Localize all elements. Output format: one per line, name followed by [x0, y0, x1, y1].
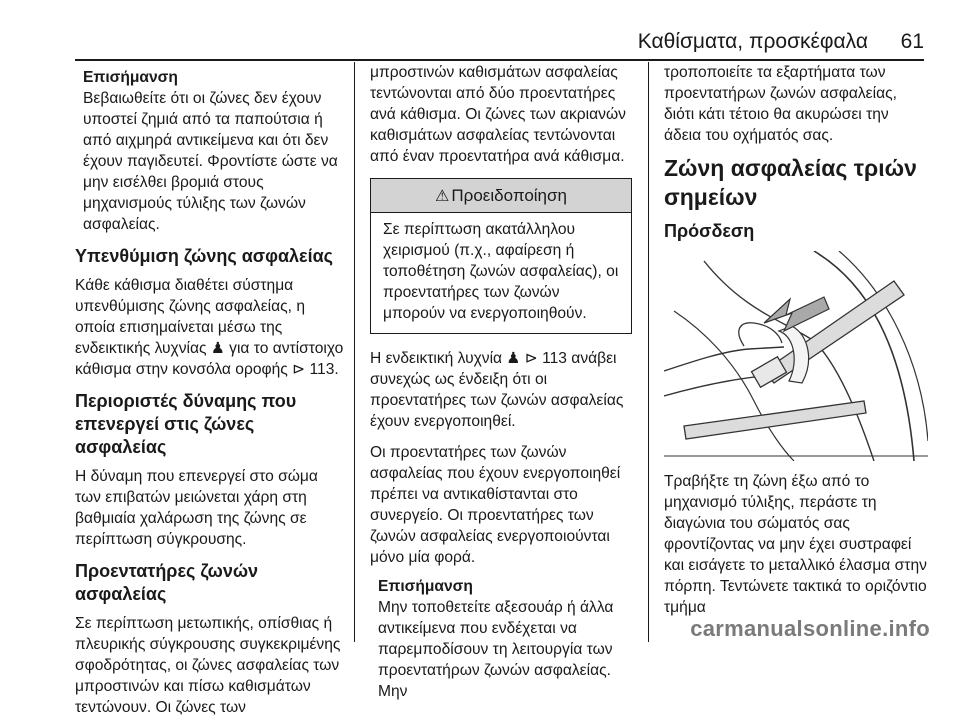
warning-body: Σε περίπτωση ακατάλληλου χειρισμού (π.χ., αφαίρεση ή τοποθέτηση ζωνών ασφαλείας), οι προεντατήρες των ζωνών μπορούν να ενεργοποιηθούν.: [383, 221, 619, 322]
warning-header: [371, 179, 631, 213]
note-box: [75, 67, 345, 235]
note-continued-text: τροποποιείτε τα εξαρτήματα των προεντατήρων ζωνών ασφαλείας, διότι κάτι τέτοιο θα ακυρώσει την άδεια του οχήματός σας.: [664, 64, 897, 144]
column-left: [75, 62, 345, 716]
fastening-instructions-text: Τραβήξτε τη ζώνη έξω από το μηχανισμό τύλιξης, περάστε τη διαγώνια του σώματός σας φροντίζοντας να μην έχει συστραφεί και εισάγετε το μεταλλικό έλασμα στην πόρπη. Τεντώνετε τακτικά το οριζόντιο τμήμα: [664, 473, 927, 616]
column-divider-2: [648, 62, 649, 642]
heading-three-point-belt: Ζώνη ασφαλείας τριών σημείων: [664, 155, 917, 210]
heading-fastening: Πρόσδεση: [664, 221, 755, 241]
note-box-2: [370, 576, 632, 702]
column-middle: [370, 62, 632, 700]
heading-force-limiters: Περιοριστές δύναμης που επενεργεί στις ζώνες ασφαλείας: [75, 391, 297, 457]
indicator-text: Η ενδεικτική λυχνία ♟ ⊳ 113 ανάβει συνεχώς ως ένδειξη ότι οι προεντατήρες των ζωνών ασφαλείας έχουν ενεργοποιηθεί.: [370, 350, 624, 430]
warning-title: Προειδοποίηση: [451, 186, 567, 205]
pretensioners-continued-text: μπροστινών καθισμάτων ασφαλείας τεντώνονται από δύο προεντατήρες ανά κάθισμα. Οι ζώνες των ακριανών καθισμάτων ασφαλείας τεντώνονται από έναν προεντατήρα ανά κάθισμα.: [370, 64, 626, 165]
column-divider-1: [354, 62, 355, 642]
pretensioners-text: Σε περίπτωση μετωπικής, οπίσθιας ή πλευρικής σύγκρουσης συγκεκριμένης σφοδρότητας, οι ζώνες ασφαλείας των μπροστινών και πίσω καθισμάτων τεντώνουν. Οι ζώνες των: [75, 615, 341, 716]
seatbelt-fastening-illustration: [664, 251, 928, 461]
force-limiters-text: Η δύναμη που επενεργεί στο σώμα των επιβατών μειώνεται χάρη στη βαθμιαία χαλάρωση της ζώνης σε περίπτωση σύγκρουσης.: [75, 468, 318, 548]
warning-box: [370, 178, 632, 334]
note-text: Βεβαιωθείτε ότι οι ζώνες δεν έχουν υποστεί ζημιά από τα παπούτσια ή από αιχμηρά αντικείμενα και ότι δεν έχουν παγιδευτεί. Φροντίστε ώστε να μην εισέλθει βρομιά στους μηχανισμούς τύλιξης των ζωνών ασφαλείας.: [83, 90, 338, 233]
replacement-text: Οι προεντατήρες των ζωνών ασφαλείας που έχουν ενεργοποιηθεί πρέπει να αντικαθίστανται στο συνεργείο. Οι προεντατήρες των ζωνών ασφαλείας ενεργοποιούνται μόνο μία φορά.: [370, 444, 621, 566]
page-header: [0, 0, 960, 58]
warning-triangle-icon: ⚠: [435, 188, 450, 205]
heading-seatbelt-reminder: Υπενθύμιση ζώνης ασφαλείας: [75, 246, 334, 266]
column-right: [664, 62, 928, 642]
note-text-2: Μην τοποθετείτε αξεσουάρ ή άλλα αντικείμενα που ενδέχεται να παρεμποδίσουν τη λειτουργία των προεντατήρων ζωνών ασφαλείας. Μην: [378, 599, 614, 700]
page-title: Καθίσματα, προσκέφαλα: [637, 30, 868, 53]
watermark: carmanualsonline.info: [690, 616, 930, 641]
seatbelt-reminder-text: Κάθε κάθισμα διαθέτει σύστημα υπενθύμισης ζώνης ασφαλείας, η οποία επισημαίνεται μέσω της ενδεικτικής λυχνίας ♟ για το αντίστοιχο κάθισμα στην κονσόλα οροφής ⊳ 113.: [75, 277, 344, 378]
heading-pretensioners: Προεντατήρες ζωνών ασφαλείας: [75, 561, 259, 604]
note-title-2: Επισήμανση: [378, 578, 473, 595]
note-title: Επισήμανση: [83, 69, 178, 86]
page-number: 61: [900, 30, 924, 53]
header-divider: [75, 59, 924, 61]
